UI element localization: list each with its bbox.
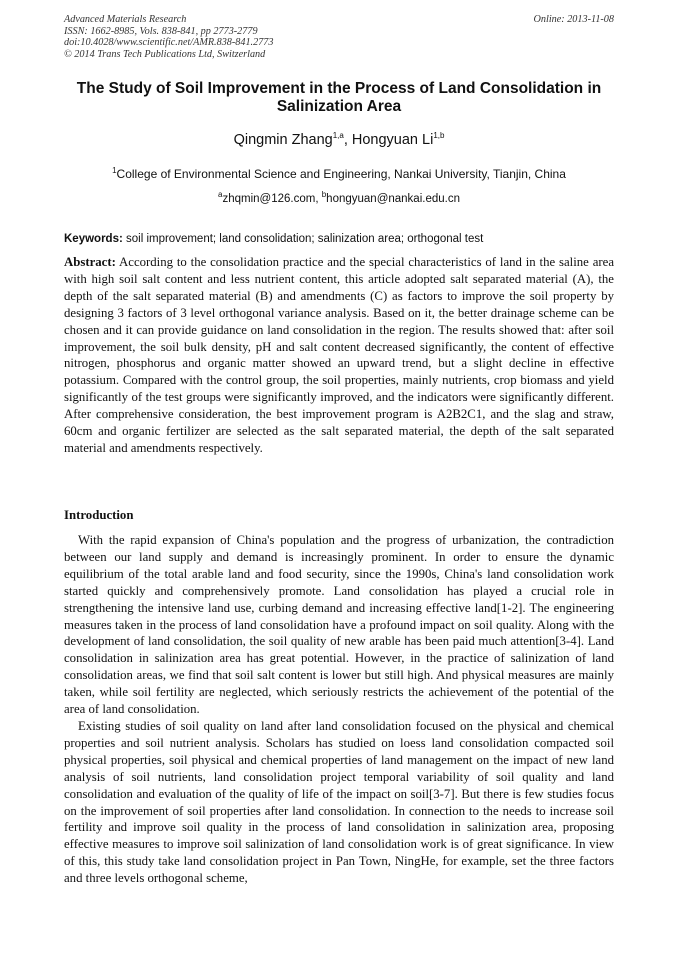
author-superscript: 1,a <box>332 131 344 141</box>
affiliation-superscript: 1 <box>112 166 117 175</box>
journal-header <box>64 14 614 60</box>
email-address: zhqmin@126.com, <box>222 193 322 205</box>
abstract <box>64 254 614 457</box>
email-line <box>0 190 678 205</box>
author-line <box>0 132 678 148</box>
email-superscript: b <box>321 190 327 200</box>
author-superscript: 1,b <box>433 131 445 141</box>
copyright-line: © 2014 Trans Tech Publications Ltd, Switzerland <box>64 48 266 60</box>
keywords-text: soil improvement; land consolidation; salinization area; orthogonal test <box>122 233 484 245</box>
author-name: Qingmin Zhang <box>233 132 333 148</box>
keywords <box>64 233 614 245</box>
abstract-label: Abstract: <box>64 255 116 269</box>
doi-line: doi:10.4028/www.scientific.net/AMR.838-841.2773 <box>64 37 274 49</box>
online-date: Online: 2013-11-08 <box>533 14 614 25</box>
issn-line: ISSN: 1662-8985, Vols. 838-841, pp 2773-2779 <box>64 25 258 37</box>
author-name: Hongyuan Li <box>351 132 434 148</box>
keywords-label: Keywords: <box>64 233 123 245</box>
journal-name: Advanced Materials Research <box>64 14 187 25</box>
email-address: hongyuan@nankai.edu.cn <box>326 193 460 205</box>
paragraph: Existing studies of soil quality on land after land consolidation focused on the physical and chemical properties and soil nutrient analysis. Scholars has studied on loess land consolidation compacted soil physical properties, soil physical and chemical properties of land management on the impact of new land analysis of soil nutrients, land consolidation project temporal variability of soil quality and land consolidation and evaluation of the quality of life of the impact on soil[3-7]. But there is few studies focus on the improvement of soil properties after land consolidation. In connection to the needs to increase soil fertility and improve soil quality in the process of land consolidation in salinization area, proposing effective measures to improve soil salinization of land consolidation work is of great significance. In view of this, this study take land consolidation project in Pan Town, NingHe, for example, set the three factors and three levels orthogonal scheme, <box>64 718 614 886</box>
email-superscript: a <box>218 190 223 200</box>
section-heading: Introduction <box>64 508 134 522</box>
introduction-body <box>64 532 614 887</box>
affiliation-text: College of Environmental Science and Engineering, Nankai University, Tianjin, China <box>116 167 566 181</box>
affiliation <box>0 167 678 181</box>
author-separator: , <box>343 132 352 148</box>
paper-title: The Study of Soil Improvement in the Process of Land Consolidation in Salinization Area <box>76 80 602 115</box>
paragraph: With the rapid expansion of China's population and the progress of urbanization, the contradiction between our land supply and demand is increasingly prominent. In order to ensure the dynamic equilibrium of the total arable land and food security, since the 1990s, China's land consolidation work started quickly and comprehensively promote. Land consolidation has played a crucial role in strengthening the intensive land use, curbing demand and increasing effective land[1-2]. The engineering measures taken in the process of land consolidation have a profound impact on soil quality. Along with the development of land consolidation, the soil quality of new arable has been paid much attention[3-4]. Land consolidation in salinization area has great potential. However, in the practice of salinization of land consolidation areas, we find that soil salt content is lower but still high. And physical measures are mainly taken, while soil fertility are neglected, which seriously restricts the achievement of the potential of the area of land consolidation. <box>64 533 614 717</box>
abstract-text: According to the consolidation practice and the special characteristics of land in the saline area with high soil salt content and less nutrient content, this article adopted salt separated material (A), the depth of the salt separated material (B) and amendments (C) as factors to improve the soil property by designing 3 factors of 3 level orthogonal variance analysis. Based on it, the better drainage scheme can be chosen and it can provide guidance on land consolidation in the region. The results showed that: after soil improvement, the soil bulk density, pH and salt content decreased significantly, the content of effective nitrogen, phosphorus and organic matter showed an upward trend, but a slight decline in effective potassium. Compared with the control group, the soil properties, mainly nutrients, crop biomass and yield significantly of the test groups were significantly improved, and the indicators were significantly different. After comprehensive consideration, the best improvement program is A2B2C1, and the slag and straw, 60cm and organic fertilizer are selected as the salt separated material, the depth of the salt separated material and amendments respectively. <box>64 255 614 455</box>
